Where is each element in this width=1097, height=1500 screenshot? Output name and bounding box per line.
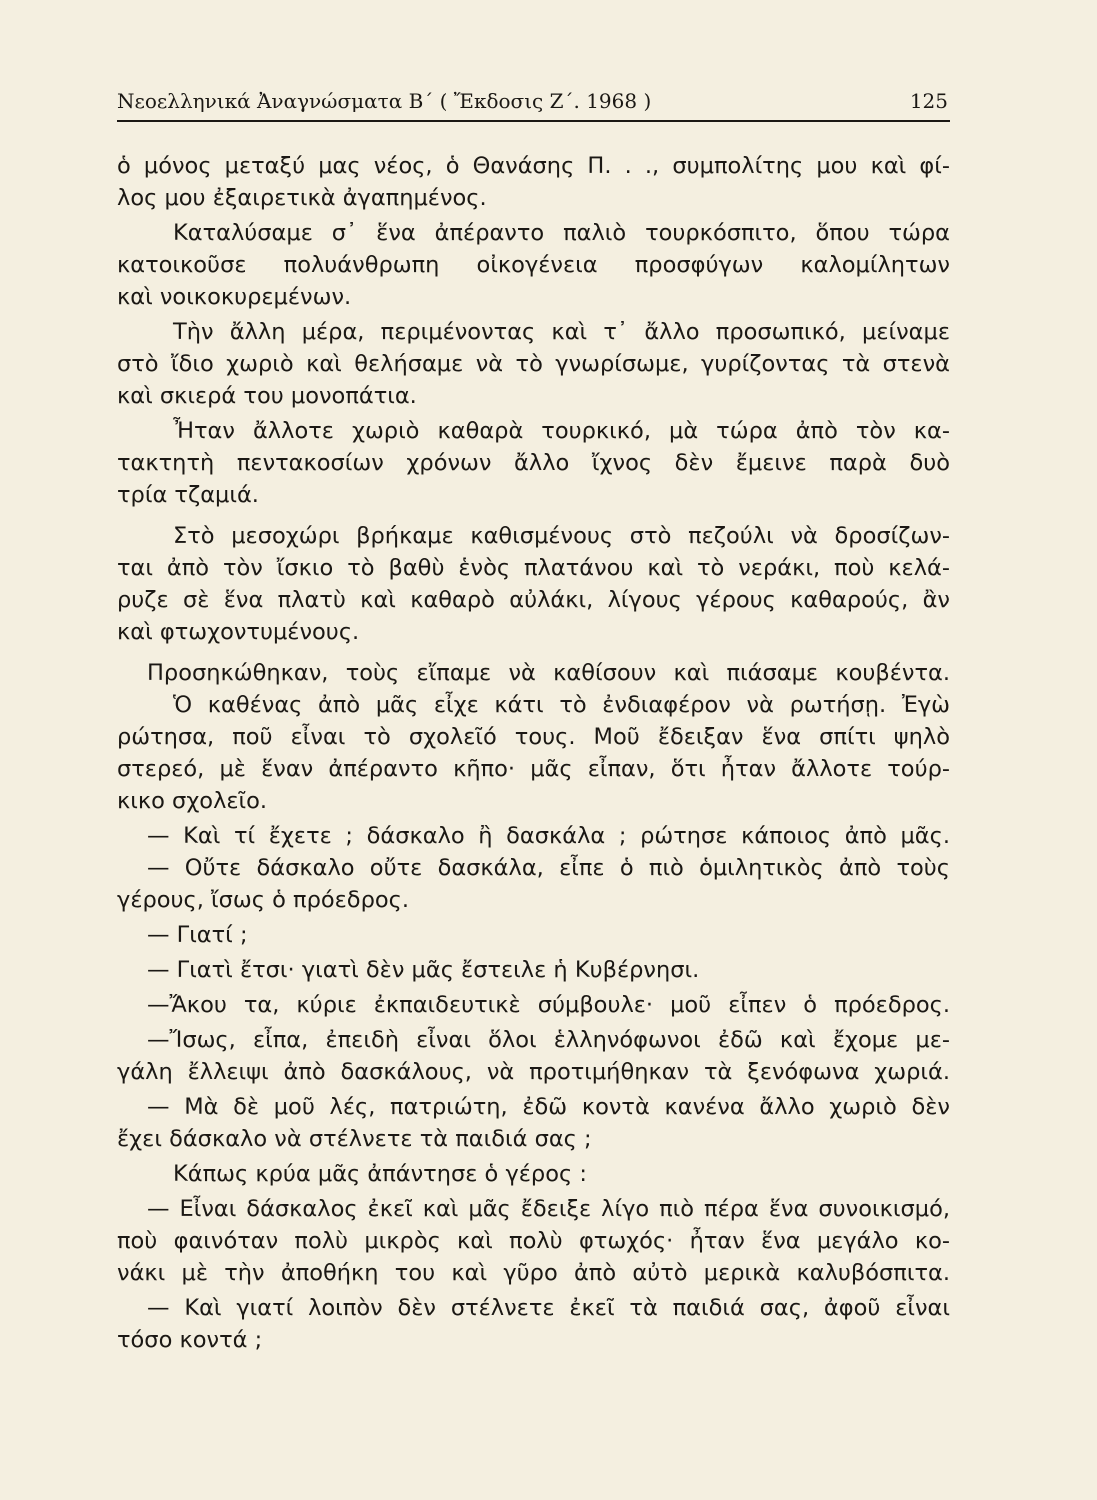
text-line: ποὺ φαινόταν πολὺ μικρὸς καὶ πολὺ φτωχός· ἦταν ἕνα μεγάλο κο- xyxy=(117,1228,950,1254)
text-line: Στὸ μεσοχώρι βρήκαμε καθισμένους στὸ πεζούλι νὰ δροσίζων- xyxy=(173,523,950,549)
text-line: στερεό, μὲ ἕναν ἀπέραντο κῆπο· μᾶς εἶπαν, ὅτι ἦταν ἄλλοτε τούρ- xyxy=(117,756,950,782)
text-line: κικο σχολεῖο. xyxy=(117,788,268,814)
text-line: γέρους, ἴσως ὁ πρόεδρος. xyxy=(117,887,409,913)
text-line: — Καὶ τί ἔχετε ; δάσκαλο ἢ δασκάλα ; ρώτησε κάποιος ἀπὸ μᾶς. xyxy=(147,823,950,849)
text-line: κατοικοῦσε πολυάνθρωπη οἰκογένεια προσφύγων καλομίλητων xyxy=(117,252,950,278)
header-title: Νεοελληνικά Ἀναγνώσματα Β΄ ( Ἔκδοσις Ζ΄. 1968 ) xyxy=(117,89,652,113)
text-line: στὸ ἴδιο χωριὸ καὶ θελήσαμε νὰ τὸ γνωρίσωμε, γυρίζοντας τὰ στενὰ xyxy=(117,351,950,377)
text-line: τόσο κοντά ; xyxy=(117,1327,263,1353)
text-line: ἔχει δάσκαλο νὰ στέλνετε τὰ παιδιά σας ; xyxy=(117,1126,592,1152)
text-line: — Γιατὶ ἔτσι· γιατὶ δὲν μᾶς ἔστειλε ἡ Κυβέρνησι. xyxy=(147,957,700,983)
text-line: — Οὔτε δάσκαλο οὔτε δασκάλα, εἶπε ὁ πιὸ ὁμιλητικὸς ἀπὸ τοὺς xyxy=(147,855,950,881)
header-rule xyxy=(117,120,950,122)
text-line: ρώτησα, ποῦ εἶναι τὸ σχολεῖό τους. Μοῦ ἔδειξαν ἕνα σπίτι ψηλὸ xyxy=(117,724,950,750)
text-line: νάκι μὲ τὴν ἀποθήκη του καὶ γῦρο ἀπὸ αὐτὸ μερικὰ καλυβόσπιτα. xyxy=(117,1260,950,1286)
text-line: Ὁ καθένας ἀπὸ μᾶς εἶχε κάτι τὸ ἐνδιαφέρον νὰ ρωτήσῃ. Ἐγὼ xyxy=(173,692,950,718)
text-line: Κάπως κρύα μᾶς ἀπάντησε ὁ γέρος : xyxy=(173,1161,587,1187)
body-text xyxy=(117,150,950,1356)
text-line: — Καὶ γιατί λοιπὸν δὲν στέλνετε ἐκεῖ τὰ παιδιά σας, ἀφοῦ εἶναι xyxy=(147,1295,950,1321)
text-line: ται ἀπὸ τὸν ἴσκιο τὸ βαθὺ ἑνὸς πλατάνου καὶ τὸ νεράκι, ποὺ κελά- xyxy=(117,555,950,581)
text-line: — Εἶναι δάσκαλος ἐκεῖ καὶ μᾶς ἔδειξε λίγο πιὸ πέρα ἕνα συνοικισμό, xyxy=(147,1196,950,1222)
running-header xyxy=(117,86,952,116)
text-line: — Μὰ δὲ μοῦ λές, πατριώτη, ἐδῶ κοντὰ κανένα ἄλλο χωριὸ δὲν xyxy=(147,1094,950,1120)
text-line: λος μου ἐξαιρετικὰ ἀγαπημένος. xyxy=(117,185,487,211)
page-number: 125 xyxy=(909,89,948,113)
text-line: καὶ νοικοκυρεμένων. xyxy=(117,284,352,310)
text-line: ρυζε σὲ ἕνα πλατὺ καὶ καθαρὸ αὐλάκι, λίγους γέρους καθαρούς, ἂν xyxy=(117,587,950,613)
text-line: Καταλύσαμε σ᾽ ἕνα ἀπέραντο παλιὸ τουρκόσπιτο, ὅπου τώρα xyxy=(173,220,950,246)
text-line: Ἦταν ἄλλοτε χωριὸ καθαρὰ τουρκικό, μὰ τώρα ἀπὸ τὸν κα- xyxy=(173,418,950,444)
text-line: καὶ φτωχοντυμένους. xyxy=(117,619,360,645)
text-line: Προσηκώθηκαν, τοὺς εἴπαμε νὰ καθίσουν καὶ πιάσαμε κουβέντα. xyxy=(147,660,950,686)
text-line: τακτητὴ πεντακοσίων χρόνων ἄλλο ἴχνος δὲν ἔμεινε παρὰ δυὸ xyxy=(117,450,950,476)
text-line: —Ἴσως, εἶπα, ἐπειδὴ εἶναι ὅλοι ἑλληνόφωνοι ἐδῶ καὶ ἔχομε με- xyxy=(147,1027,950,1053)
text-line: —Ἄκου τα, κύριε ἐκπαιδευτικὲ σύμβουλε· μοῦ εἶπεν ὁ πρόεδρος. xyxy=(147,992,950,1018)
text-line: καὶ σκιερά του μονοπάτια. xyxy=(117,383,417,409)
text-line: — Γιατί ; xyxy=(147,922,248,948)
text-line: γάλη ἔλλειψι ἀπὸ δασκάλους, νὰ προτιμήθηκαν τὰ ξενόφωνα χωριά. xyxy=(117,1059,950,1085)
text-line: Τὴν ἄλλη μέρα, περιμένοντας καὶ τ᾽ ἄλλο προσωπικό, μείναμε xyxy=(173,319,950,345)
text-line: ὁ μόνος μεταξύ μας νέος, ὁ Θανάσης Π. . ., συμπολίτης μου καὶ φί- xyxy=(117,153,950,179)
text-line: τρία τζαμιά. xyxy=(117,482,259,508)
